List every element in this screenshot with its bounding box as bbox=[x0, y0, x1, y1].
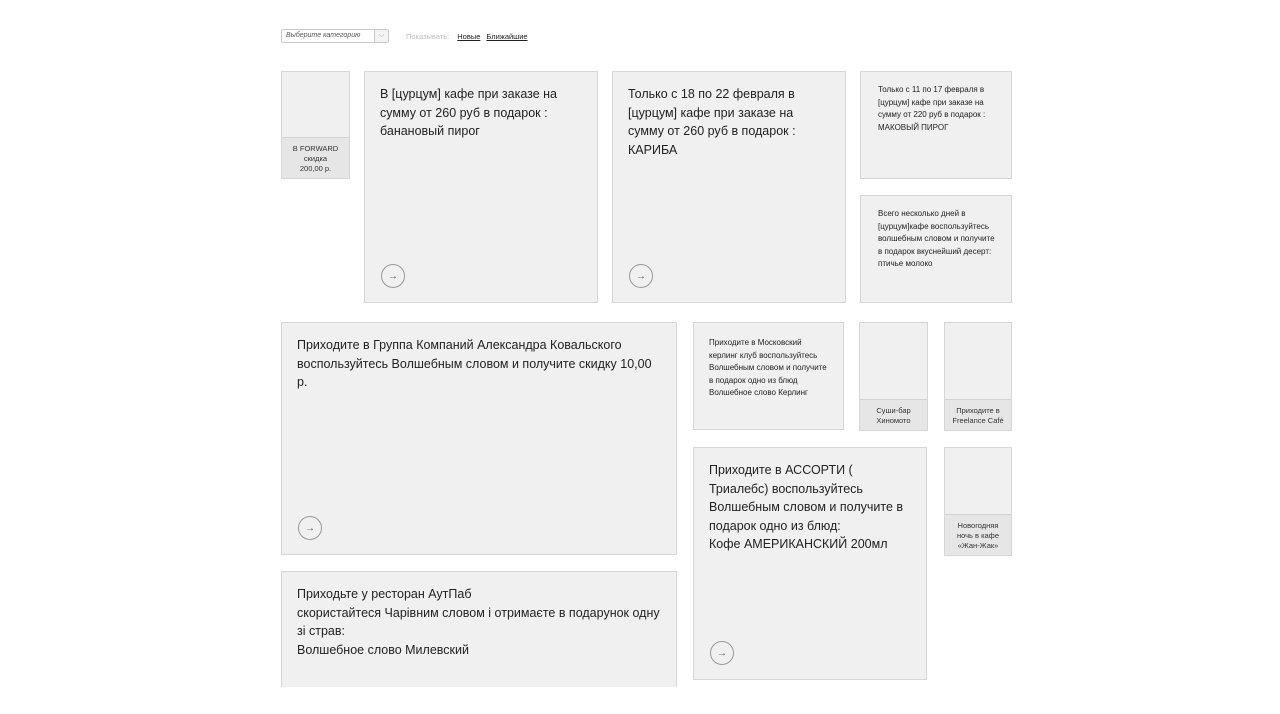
filter-bar bbox=[281, 28, 528, 44]
offer-card-banana[interactable] bbox=[364, 71, 598, 303]
arrow-right-icon[interactable]: → bbox=[710, 641, 734, 665]
offer-title: В [цурцум] кафе при заказе на сумму от 260 руб в подарок : банановый пирог bbox=[380, 87, 558, 138]
offer-card-sushi[interactable] bbox=[859, 322, 928, 431]
offer-card-makovy[interactable] bbox=[860, 71, 1012, 179]
offer-caption: Приходите в Freelance Café bbox=[945, 399, 1011, 430]
offer-card-autpab[interactable] bbox=[281, 571, 677, 687]
offer-card-curling[interactable] bbox=[693, 322, 844, 430]
chevron-down-icon[interactable]: ⌵ bbox=[374, 30, 388, 42]
offer-card-kariba[interactable] bbox=[612, 71, 846, 303]
offer-title: Приходите в Группа Компаний Александра Ковальского воспользуйтесь Волшебным словом и получите скидку 10,00 р. bbox=[297, 338, 652, 389]
category-select-value: Выберите категорию bbox=[286, 32, 361, 39]
offer-card-assorti[interactable] bbox=[693, 447, 927, 680]
arrow-right-icon[interactable]: → bbox=[298, 516, 322, 540]
filter-nearest-link[interactable]: Ближайшие bbox=[486, 31, 528, 41]
offer-caption: Новогодняя ночь в кафе «Жан-Жак» bbox=[945, 514, 1011, 555]
offer-card-kovalsky[interactable] bbox=[281, 322, 677, 555]
show-label: Показывать: bbox=[406, 31, 450, 41]
offer-caption: B FORWARD скидка 200,00 р. bbox=[282, 137, 349, 178]
offer-title: Приходите в Московский керлинг клуб воспользуйтесь Волшебным словом и получите в подарок одно из блюд Волшебное слово Керлинг bbox=[709, 338, 827, 397]
arrow-right-icon[interactable]: → bbox=[381, 264, 405, 288]
offer-caption: Суши-бар Хиномото bbox=[860, 399, 927, 430]
filter-new-link[interactable]: Новые bbox=[457, 31, 481, 41]
offer-title: Приходите в АССОРТИ ( Триалебс) воспользуйтесь Волшебным словом и получите в подарок одно из блюд: Кофе АМЕРИКАНСКИЙ 200мл bbox=[709, 463, 904, 551]
offer-card-forward[interactable] bbox=[281, 71, 350, 179]
offer-card-freelance[interactable] bbox=[944, 322, 1012, 431]
offer-title: Только с 18 по 22 февраля в [цурцум] кафе при заказе на сумму от 260 руб в подарок : КАРИБА bbox=[628, 87, 796, 157]
offer-title: Приходьте у ресторан АутПаб скористайтеся Чарівним словом і отримаєте в подарунок одну зі страв: Волшебное слово Милевский bbox=[297, 587, 660, 657]
offer-card-zhak[interactable] bbox=[944, 447, 1012, 556]
offer-title: Только с 11 по 17 февраля в [цурцум] кафе при заказе на сумму от 220 руб в подарок : МАКОВЫЙ ПИРОГ bbox=[878, 85, 986, 132]
offer-card-ptiche[interactable] bbox=[860, 195, 1012, 303]
category-select[interactable] bbox=[281, 29, 389, 43]
arrow-right-icon[interactable]: → bbox=[629, 264, 653, 288]
offer-title: Всего несколько дней в [цурцум]кафе воспользуйтесь волшебным словом и получите в подарок вкуснейший десерт: птичье молоко bbox=[878, 209, 995, 268]
